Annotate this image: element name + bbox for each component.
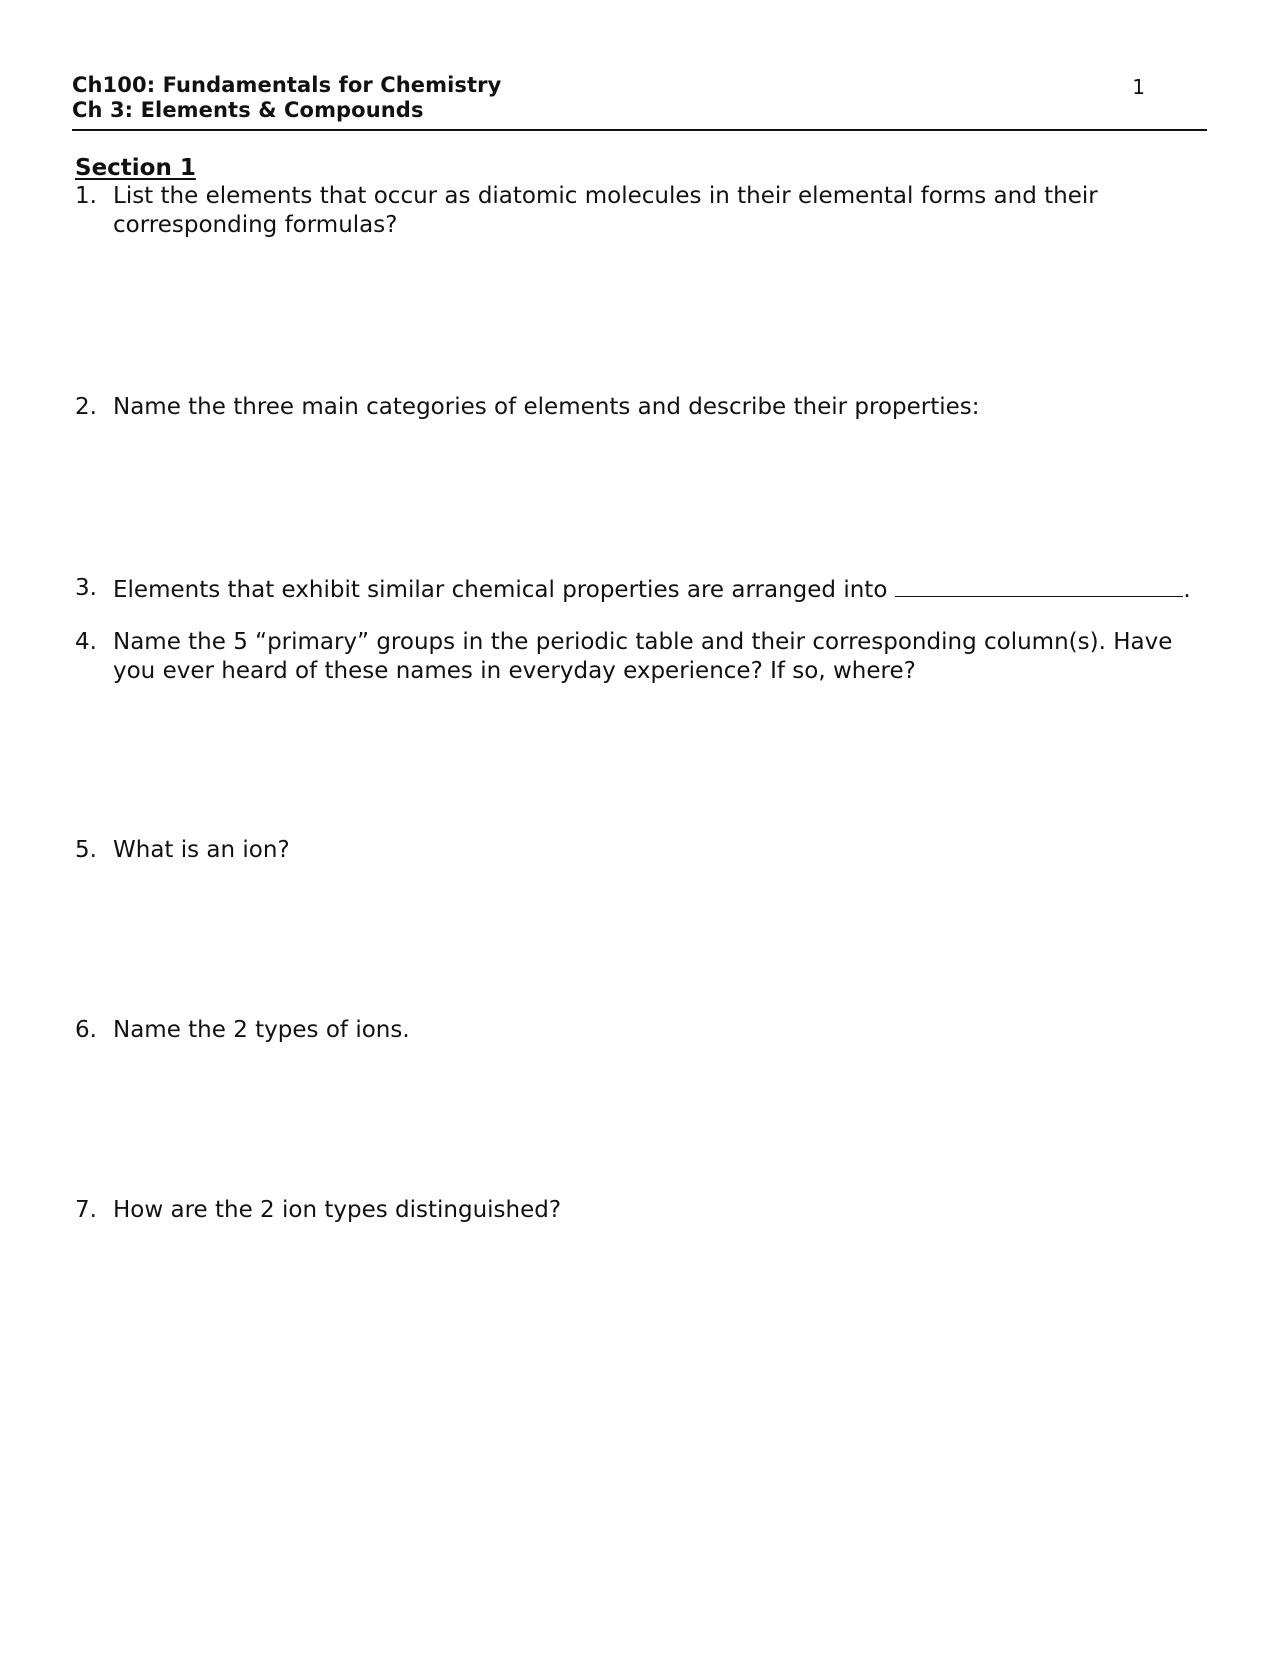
fill-in-blank-line[interactable]: [895, 574, 1183, 597]
course-title: Ch100: Fundamentals for Chemistry: [72, 73, 502, 97]
question-text: Name the 2 types of ions.: [113, 1017, 410, 1043]
question-text: List the elements that occur as diatomic molecules in their elemental forms and their corresponding formulas?: [113, 183, 1098, 238]
question-number: 3.: [75, 575, 97, 601]
question-number: 4.: [75, 629, 97, 655]
question-number: 5.: [75, 837, 97, 863]
question-7: [75, 1196, 1205, 1225]
section-title: Section 1: [75, 155, 196, 181]
question-1: [75, 182, 1205, 240]
page-number: 1: [1132, 75, 1145, 99]
question-number: 1.: [75, 183, 97, 209]
page-header: [72, 73, 1207, 131]
question-6: [75, 1016, 1205, 1045]
question-5: [75, 836, 1205, 865]
question-3: [75, 574, 1205, 605]
chapter-title: Ch 3: Elements & Compounds: [72, 98, 424, 122]
question-text: How are the 2 ion types distinguished?: [113, 1197, 562, 1223]
question-4: [75, 628, 1205, 686]
question-suffix: .: [1183, 577, 1191, 603]
question-number: 2.: [75, 394, 97, 420]
question-text: Name the 5 “primary” groups in the periodic table and their corresponding column(s). Have you ever heard of these names in everyday experience? If so, where?: [113, 629, 1173, 684]
question-number: 7.: [75, 1197, 97, 1223]
question-number: 6.: [75, 1017, 97, 1043]
question-2: [75, 393, 1205, 422]
question-text: Name the three main categories of elements and describe their properties:: [113, 394, 980, 420]
question-text: Elements that exhibit similar chemical properties are arranged into: [113, 577, 888, 603]
question-text: What is an ion?: [113, 837, 290, 863]
